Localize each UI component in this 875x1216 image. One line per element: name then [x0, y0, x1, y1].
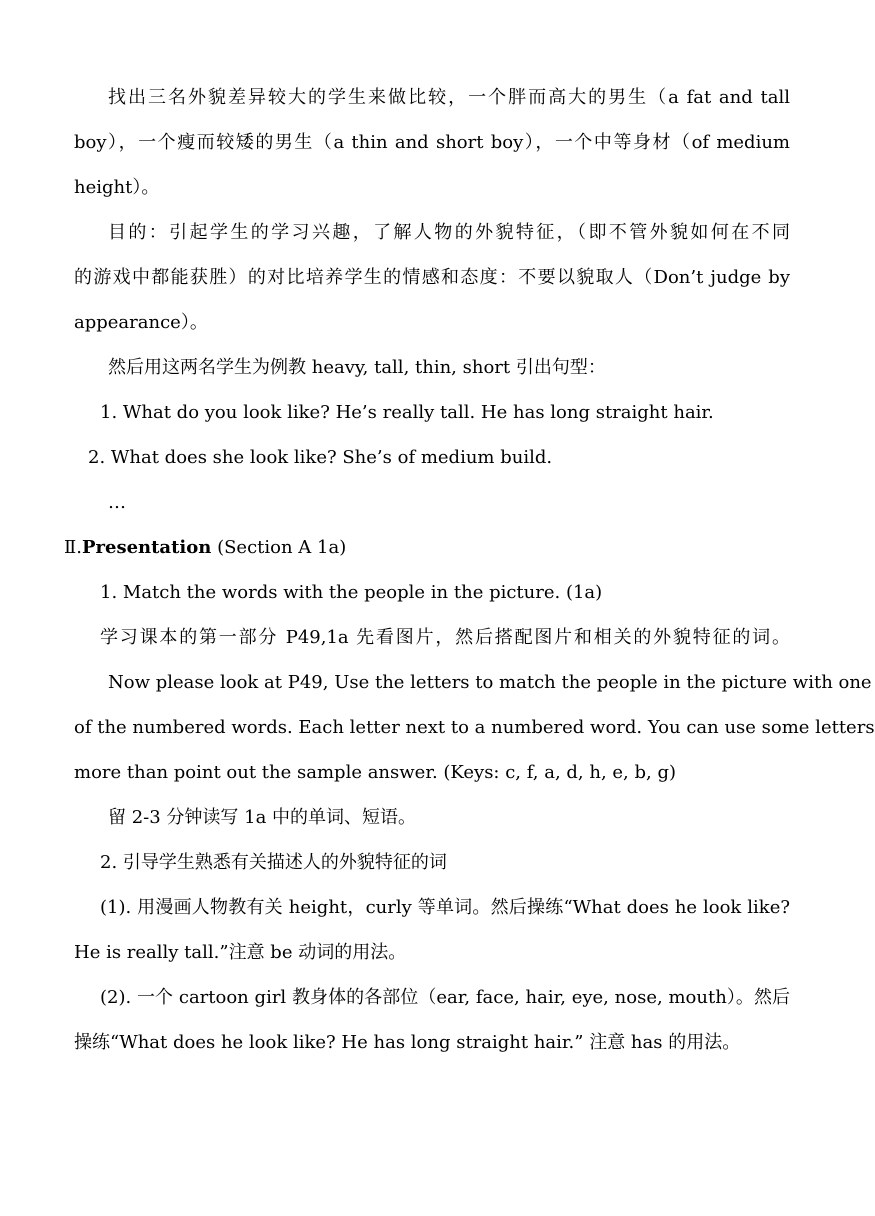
section-number: Ⅱ. [64, 537, 82, 558]
paragraph-line: height）。 [74, 177, 160, 198]
paragraph-line: He is really tall.”注意 be 动词的用法。 [74, 942, 407, 963]
section-title: Presentation [81, 537, 212, 558]
section-heading [64, 536, 780, 560]
section-subtitle: (Section A 1a) [211, 537, 347, 558]
sentence-pattern-1: 1. What do you look like? He’s really tall. He has long straight hair. [100, 402, 714, 423]
sentence-pattern-2: 2. What does she look like? She’s of medium build. [88, 447, 553, 468]
paragraph-line: boy），一个瘦而较矮的男生（a thin and short boy），一个中等身材（of medium [74, 132, 790, 153]
ellipsis: … [108, 492, 126, 513]
paragraph-line: 的游戏中都能获胜）的对比培养学生的情感和态度：不要以貌取人（Don’t judge by [74, 267, 790, 288]
step-match-words: 1. Match the words with the people in the picture. (1a) [100, 582, 603, 603]
paragraph-line: 学习课本的第一部分 P49,1a 先看图片，然后搭配图片和相关的外貌特征的词。 [100, 627, 790, 648]
paragraph-line: 留 2-3 分钟读写 1a 中的单词、短语。 [108, 807, 417, 828]
paragraph-line: 找出三名外貌差异较大的学生来做比较，一个胖而高大的男生（a fat and tall [108, 87, 790, 108]
paragraph-line: 目的：引起学生的学习兴趣，了解人物的外貌特征，（即不管外貌如何在不同 [108, 222, 790, 243]
paragraph-line: 然后用这两名学生为例教 heavy, tall, thin, short 引出句型： [108, 357, 606, 378]
step-guide-words: 2. 引导学生熟悉有关描述人的外貌特征的词 [100, 852, 447, 873]
paragraph-line: Now please look at P49, Use the letters to match the people in the picture with one [108, 672, 872, 693]
paragraph-line: 操练“What does he look like? He has long straight hair.” 注意 has 的用法。 [74, 1032, 741, 1053]
paragraph-line: of the numbered words. Each letter next to a numbered word. You can use some letters [74, 717, 875, 738]
paragraph-line: (2). 一个 cartoon girl 教身体的各部位（ear, face, hair, eye, nose, mouth）。然后 [100, 987, 790, 1008]
paragraph-line: more than point out the sample answer. (Keys: c, f, a, d, h, e, b, g) [74, 762, 676, 783]
paragraph-line: (1). 用漫画人物教有关 height，curly 等单词。然后操练“What does he look like? [100, 897, 790, 918]
paragraph-line: appearance）。 [74, 312, 208, 333]
